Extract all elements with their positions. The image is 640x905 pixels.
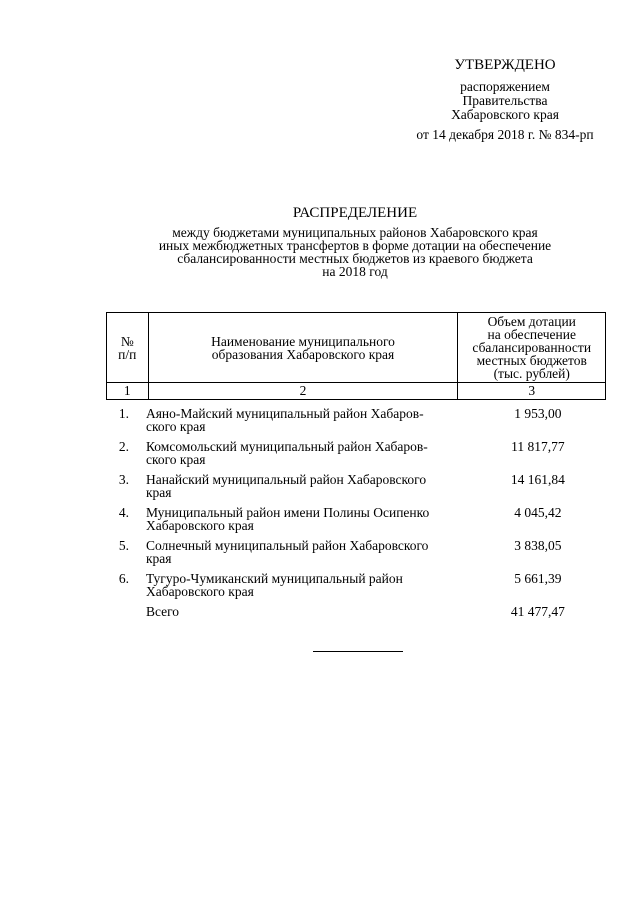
row-value: 11 817,77 (511, 439, 565, 454)
header-name: Наименование муниципального образования Хабаровского края (148, 313, 458, 383)
row-name: Муниципальный район имени Полины Осипенко Хабаровского края (145, 505, 430, 533)
end-divider (313, 651, 403, 652)
header-amount: Объем дотации на обеспечение сбалансированности местных бюджетов (тыс. рублей) (458, 313, 606, 383)
row-value: 5 661,39 (514, 571, 562, 586)
document-subtitle-line-4: на 2018 год (322, 264, 388, 279)
table-row (106, 572, 606, 605)
row-name: Солнечный муниципальный район Хабаровского края (145, 538, 429, 566)
table-body (106, 407, 606, 618)
table-total-row (106, 605, 606, 618)
approval-line-region: Хабаровского края (451, 107, 559, 122)
row-value: 3 838,05 (514, 538, 562, 553)
document-title: РАСПРЕДЕЛЕНИЕ (292, 205, 418, 221)
column-number-3: 3 (458, 383, 606, 400)
approval-line-decree: распоряжением (460, 79, 550, 94)
table-row (106, 539, 606, 572)
table-row (106, 407, 606, 440)
table-row (106, 440, 606, 473)
row-name: Тугуро-Чумиканский муниципальный район Хабаровского края (145, 571, 403, 599)
table-header (106, 312, 606, 400)
row-name: Комсомольский муниципальный район Хабаров- ского края (145, 439, 428, 467)
row-value: 1 953,00 (514, 406, 562, 421)
approval-line-government: Правительства (462, 93, 548, 108)
approval-line-date-number: от 14 декабря 2018 г. № 834-рп (416, 127, 594, 142)
row-number: 2. (118, 439, 130, 454)
row-name: Аяно-Майский муниципальный район Хабаров- ского края (145, 406, 424, 434)
row-value: 4 045,42 (514, 505, 562, 520)
row-name: Нанайский муниципальный район Хабаровского края (145, 472, 427, 500)
table-row (106, 473, 606, 506)
row-number: 6. (118, 571, 130, 586)
table-row (106, 506, 606, 539)
approval-block (390, 56, 620, 142)
header-number: № п/п (107, 313, 149, 383)
document-heading (100, 204, 610, 278)
row-number: 3. (118, 472, 130, 487)
approval-title: УТВЕРЖДЕНО (454, 57, 556, 73)
total-value: 41 477,47 (510, 604, 565, 619)
column-number-row (107, 383, 606, 400)
document-subtitle-line-3: сбалансированности местных бюджетов из краевого бюджета (177, 251, 533, 266)
row-value: 14 161,84 (510, 472, 565, 487)
total-label: Всего (145, 604, 180, 619)
row-number: 1. (118, 406, 130, 421)
row-number: 4. (118, 505, 130, 520)
column-number-1: 1 (107, 383, 149, 400)
table-header-row (107, 313, 606, 383)
column-number-2: 2 (148, 383, 458, 400)
document-subtitle-line-2: иных межбюджетных трансфертов в форме дотации на обеспечение (158, 238, 552, 253)
document-subtitle-line-1: между бюджетами муниципальных районов Хабаровского края (172, 225, 538, 240)
row-number: 5. (118, 538, 130, 553)
